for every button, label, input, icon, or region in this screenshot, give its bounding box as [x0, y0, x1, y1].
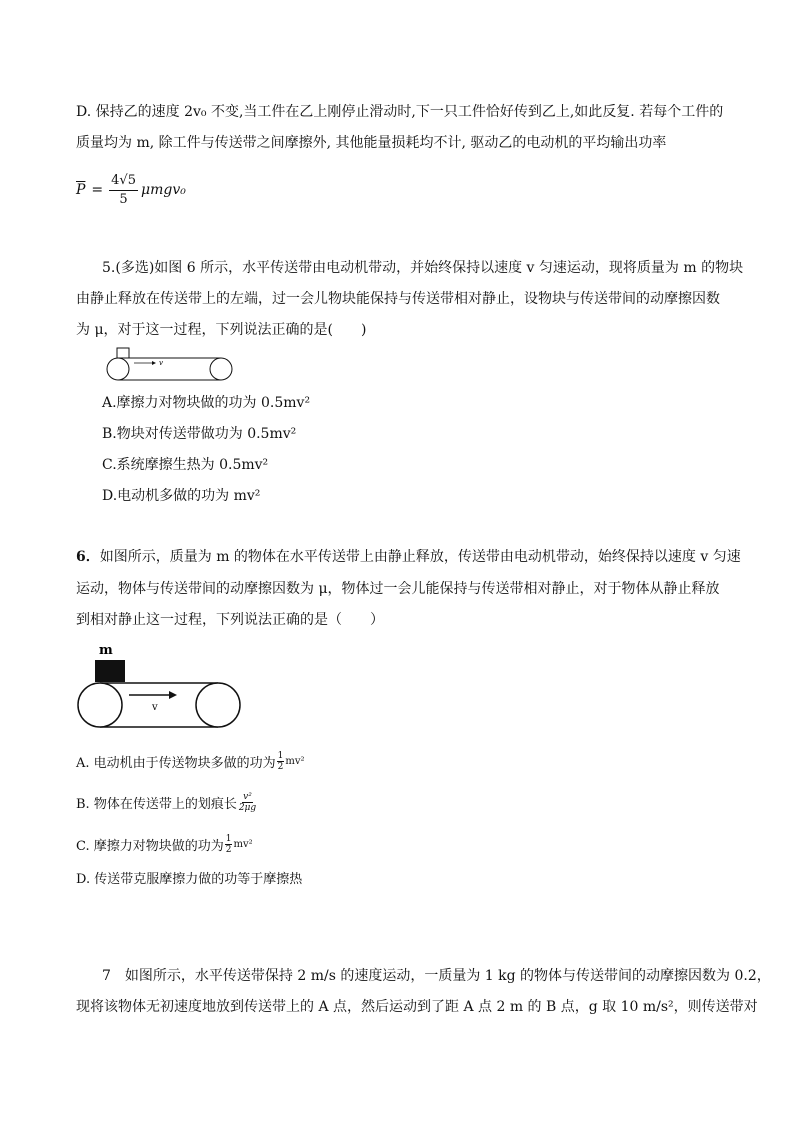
- q6-option-a-fraction: [277, 751, 285, 772]
- formula-fraction: [109, 172, 138, 209]
- q5-option-b: B.物块对传送带做功为 0.5mv²: [102, 426, 297, 442]
- q7-stem-line1: 7 如图所示，水平传送带保持 2 m/s 的速度运动，一质量为 1 kg 的物体与传送带间的动摩擦因数为 0.2，: [102, 968, 771, 984]
- q6-option-b-fraction: [238, 792, 257, 813]
- q5-conveyor-figure: [102, 346, 238, 386]
- q4-power-formula: [76, 168, 186, 212]
- q6-stem-text1: 如图所示，质量为 m 的物体在水平传送带上由静止释放，传送带由电动机带动，始终保持以速度 v 匀速: [99, 549, 741, 565]
- q5-block: [117, 348, 129, 358]
- q6-arrow-head: [169, 691, 177, 699]
- q6-right-pulley: [196, 683, 240, 727]
- formula-eq: =: [91, 182, 104, 198]
- q6-number: 6．: [76, 549, 100, 565]
- formula-lhs: $\overline{P}$: [76, 182, 86, 198]
- q5-left-pulley: [107, 358, 129, 380]
- q6-mass-label: m: [99, 643, 113, 658]
- q5-right-pulley: [210, 358, 232, 380]
- q4-option-d-line1: D. 保持乙的速度 2v₀ 不变,当工件在乙上刚停止滑动时,下一只工件恰好传到乙上,如此反复. 若每个工件的: [76, 104, 724, 120]
- q5-stem-line1: 5.(多选)如图 6 所示，水平传送带由电动机带动，并始终保持以速度 v 匀速运动，现将质量为 m 的物块: [102, 260, 744, 276]
- formula-denominator: 5: [119, 191, 128, 207]
- q5-option-a: A.摩擦力对物块做的功为 0.5mv²: [102, 395, 311, 411]
- q6-option-b: [76, 789, 258, 815]
- q6-option-c-tail: mv²: [233, 838, 253, 850]
- q6-option-a-text: A. 电动机由于传送物块多做的功为: [76, 755, 276, 771]
- q6-stem-line1: [76, 547, 741, 567]
- q6-option-a-tail: mv²: [285, 755, 305, 767]
- q6-option-b-text: B. 物体在传送带上的划痕长: [76, 796, 237, 812]
- fraction-denominator: 2μg: [238, 802, 257, 813]
- q5-arrow-label: v: [159, 359, 163, 367]
- fraction-denominator: 2: [277, 761, 284, 772]
- q6-left-pulley: [78, 683, 122, 727]
- q6-arrow-label: v: [152, 702, 158, 713]
- q6-option-d: D. 传送带克服摩擦力做的功等于摩擦热: [76, 872, 303, 887]
- q5-arrow-head: [152, 361, 156, 365]
- fraction-numerator: 1: [225, 833, 232, 844]
- q6-option-c-text: C. 摩擦力对物块做的功为: [76, 838, 224, 854]
- fraction-numerator: 1: [277, 750, 284, 761]
- q6-option-c-fraction: [225, 834, 233, 855]
- q5-stem-line2: 由静止释放在传送带上的左端，过一会儿物块能保持与传送带相对静止，设物块与传送带间的动摩擦因数: [76, 291, 720, 307]
- q7-stem-line2: 现将该物体无初速度地放到传送带上的 A 点，然后运动到了距 A 点 2 m 的 B 点，g 取 10 m/s²，则传送带对: [76, 999, 758, 1015]
- q5-option-d: D.电动机多做的功为 mv²: [102, 488, 261, 504]
- formula-tail: μmgv₀: [140, 182, 186, 198]
- q4-option-d-line2: 质量均为 m, 除工件与传送带之间摩擦外, 其他能量损耗均不计, 驱动乙的电动机的平均输出功率: [76, 135, 667, 151]
- q6-stem-line2: 运动，物体与传送带间的动摩擦因数为 μ，物体过一会儿能保持与传送带相对静止，对于物体从静止释放: [76, 581, 720, 597]
- fraction-denominator: 2: [225, 844, 232, 855]
- q6-stem-line3: 到相对静止这一过程，下列说法正确的是（ ）: [76, 612, 384, 628]
- q5-option-c: C.系统摩擦生热为 0.5mv²: [102, 457, 269, 473]
- formula-numerator: 4√5: [109, 172, 138, 191]
- fraction-numerator: v²: [243, 791, 252, 802]
- q6-block: [95, 660, 125, 682]
- q5-stem-line3: 为 μ，对于这一过程，下列说法正确的是( ): [76, 322, 367, 338]
- q6-conveyor-figure: [72, 638, 248, 732]
- q6-option-a: [76, 748, 305, 774]
- q6-option-c: [76, 831, 253, 857]
